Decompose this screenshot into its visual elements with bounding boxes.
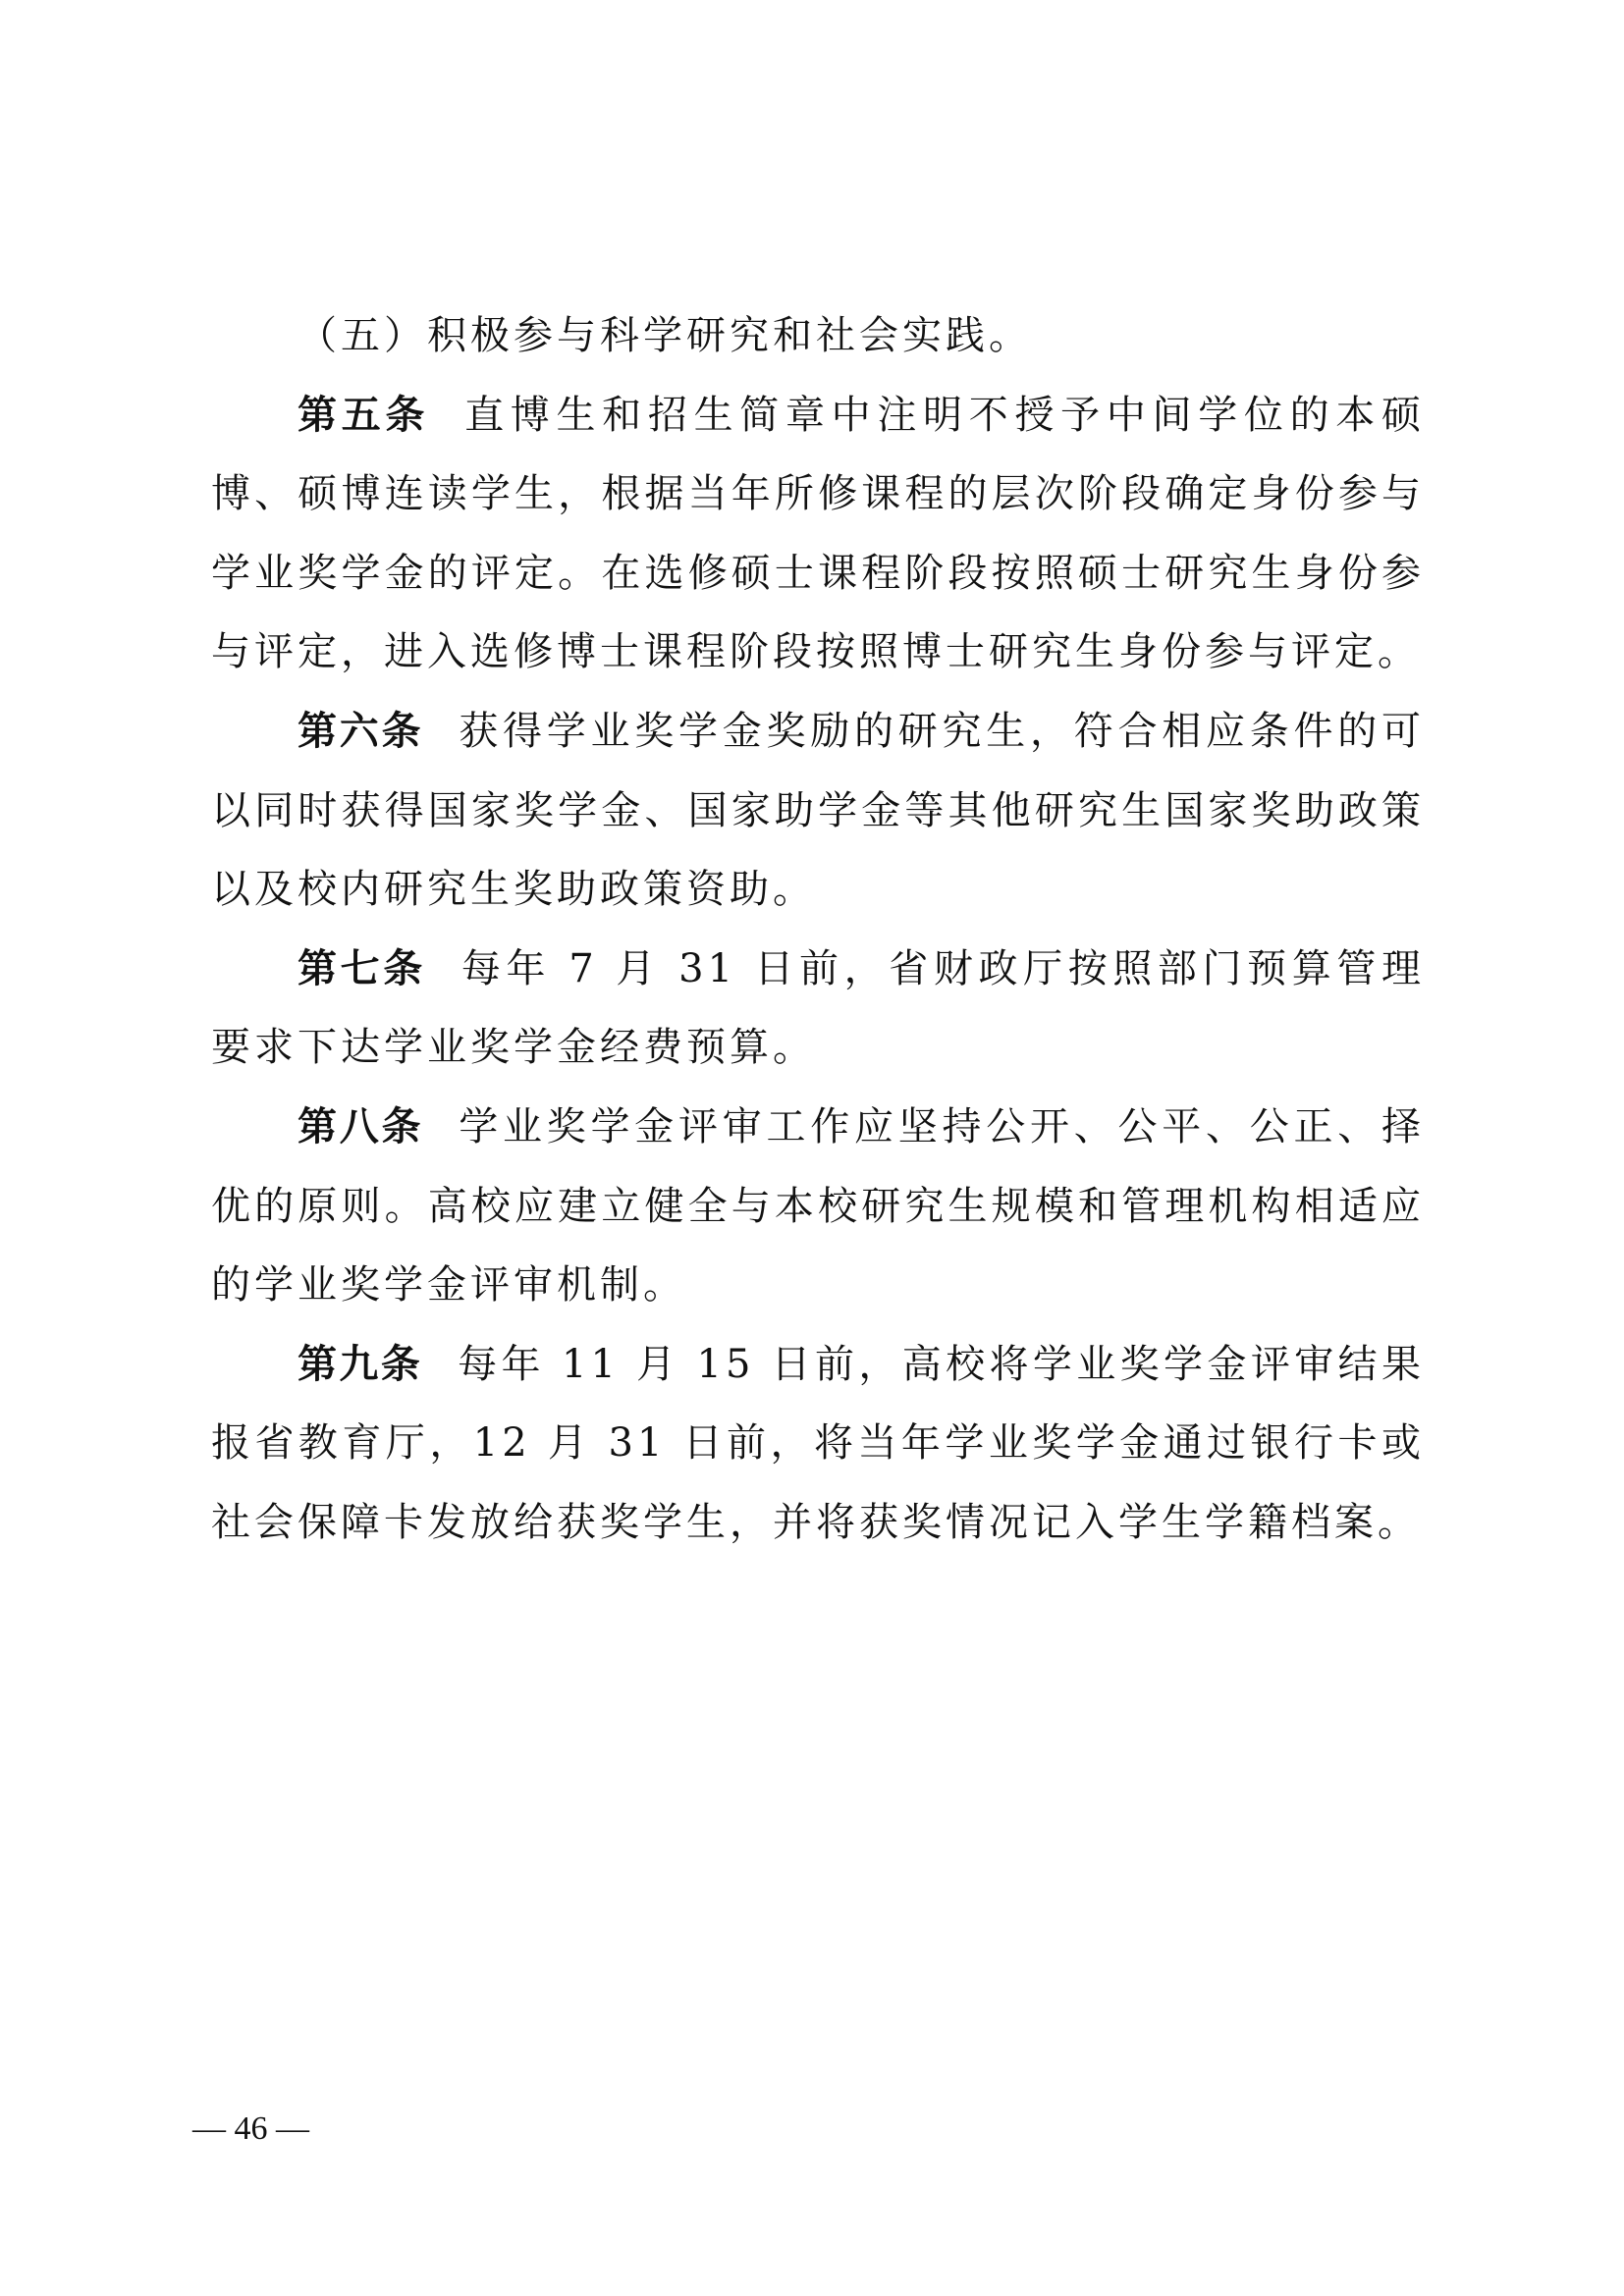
article-label: 第九条 bbox=[298, 1341, 423, 1387]
page-number: — 46 — bbox=[192, 2110, 309, 2147]
article-5 bbox=[211, 376, 1425, 692]
article-6 bbox=[211, 692, 1425, 930]
article-9 bbox=[211, 1325, 1425, 1563]
document-body bbox=[211, 296, 1425, 1563]
article-8 bbox=[211, 1088, 1425, 1325]
article-label: 第六条 bbox=[298, 708, 424, 754]
paragraph-text: （五）积极参与科学研究和社会实践。 bbox=[298, 313, 1032, 358]
article-label: 第八条 bbox=[298, 1103, 424, 1149]
article-text: 学业奖学金评审工作应坚持公开、公平、公正、择优的原则。高校应建立健全与本校研究生规模和管理机构相适应的学业奖学金评审机制。 bbox=[211, 1103, 1425, 1308]
paragraph-item-5 bbox=[211, 296, 1425, 376]
article-label: 第五条 bbox=[298, 392, 430, 438]
article-label: 第七条 bbox=[298, 945, 426, 991]
article-text: 直博生和招生简章中注明不授予中间学位的本硕博、硕博连读学生，根据当年所修课程的层次阶段确定身份参与学业奖学金的评定。在选修硕士课程阶段按照硕士研究生身份参与评定，进入选修博士课程阶段按照博士研究生身份参与评定。 bbox=[211, 392, 1426, 675]
article-text: 获得学业奖学金奖励的研究生，符合相应条件的可以同时获得国家奖学金、国家助学金等其他研究生国家奖助政策以及校内研究生奖助政策资助。 bbox=[211, 708, 1425, 913]
article-7 bbox=[211, 930, 1425, 1088]
article-text: 每年 7 月 31 日前，省财政厅按照部门预算管理要求下达学业奖学金经费预算。 bbox=[211, 945, 1425, 1071]
article-text: 每年 11 月 15 日前，高校将学业奖学金评审结果报省教育厅，12 月 31 日前，将当年学业奖学金通过银行卡或社会保障卡发放给获奖学生，并将获奖情况记入学生学籍档案。 bbox=[211, 1341, 1426, 1545]
